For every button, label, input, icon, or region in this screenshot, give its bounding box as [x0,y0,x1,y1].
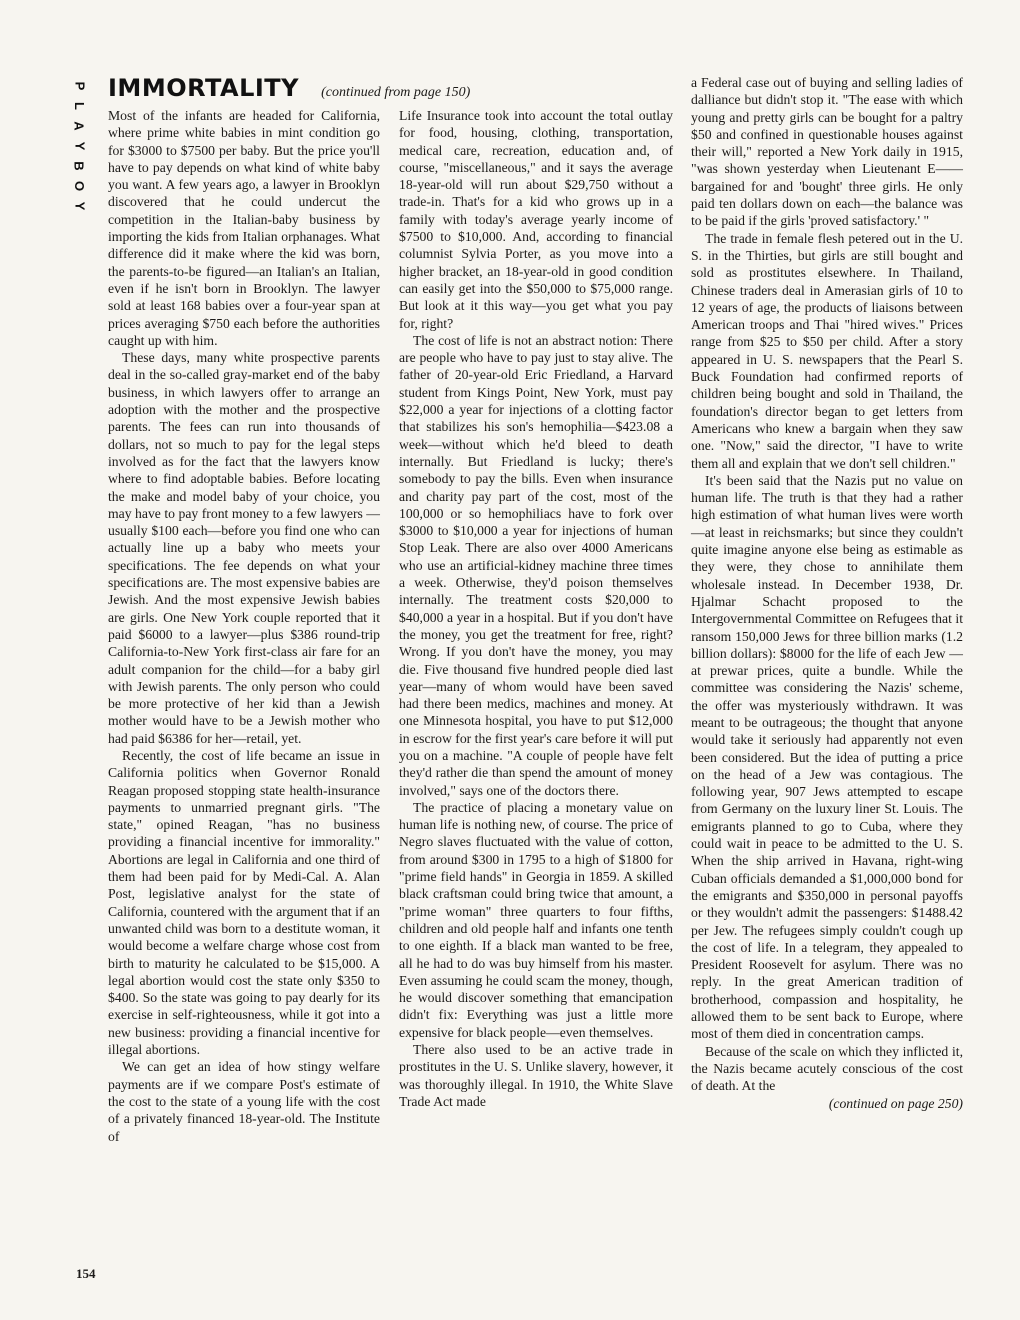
paragraph: Life Insurance took into account the total outlay for food, housing, clothing, transportation, medical care, recreation, education and, of course, "miscellaneous," and it says the average 18-year-old will run about $29,750 without a trade-in. That's for a kid who grows up in a family with today's average yearly income of $7500 to $10,000. And, according to financial columnist Sylvia Porter, as you move into a higher bracket, an 18-year-old in good condition can easily get into the $50,000 to $75,000 range. But look at it this way—you get what you pay for, right? [399,108,673,331]
text-column-3 [691,74,963,1112]
paragraph: The trade in female flesh petered out in the U. S. in the Thirties, but girls are still bought and sold as prostitutes elsewhere. In Thailand, Chinese traders deal in Amerasian girls of 10 to 12 years of age, the products of liaisons between American troops and Thai "hired wives." Prices range from $25 to $50 per child. After a story appeared in U. S. newspapers that the Pearl S. Buck Foundation had confirmed reports of children being bought and sold in Thailand, the foundation's director began to get letters from Americans who knew a bargain when they saw one. "Now," said the director, "I have to write them all and explain that we don't sell children." [691,230,963,471]
paragraph: It's been said that the Nazis put no value on human life. The truth is that they had a rather high estimation of what human lives were worth—at least in reichsmarks; but since they couldn't quite imagine anyone else being as estimable as they were, they chose to annihilate them wholesale instead. In December 1938, Dr. Hjalmar Schacht proposed to the Intergovernmental Committee on Refugees that it ransom 150,000 Jews for three billion marks (1.2 billion dollars): $8000 for the life of each Jew —at prewar prices, quite a bundle. While the committee was considering the Nazis' scheme, the offer was mysteriously withdrawn. It was meant to be outrageous; the thought that anyone would take it seriously had apparently not even been considered. But the idea of putting a price on the head of a Jew was contagious. The following year, 907 Jews attempted to escape from Germany on the luxury liner St. Louis. The emigrants planned to go to Cuba, where they could wait in peace to be admitted to the U. S. When the ship arrived in Havana, right-wing Cuban officials demanded a $1,000,000 bond for the emigrants and $350,000 in personal payoffs or they wouldn't admit the passengers: $1488.42 per Jew. The refugees simply couldn't cough up the cost of life. In a telegram, they appealed to President Roosevelt for asylum. There was no reply. In the great American tradition of brotherhood, compassion and hospitality, he allowed them to be sent back to Europe, where most of them died in concentration camps. [691,472,963,1042]
magazine-spine-label [72,76,88,216]
paragraph: Recently, the cost of life became an issue in California politics when Governor Ronald Reagan proposed stopping state health-insurance payments to unmarried pregnant girls. "The state," opined Reagan, "has no business providing a financial incentive for immorality." Abortions are legal in California and one third of them had been paid for by Medi-Cal. A. Alan Post, legislative analyst for the state of California, countered with the argument that if an unwanted child was born to a destitute woman, it would become a welfare charge whose cost from birth to maturity he calculated to be $15,000. A legal abortion would cost the state only $350 to $400. So the state was going to pay dearly for its exercise in self-righteousness, while it got into a new business: providing a financial incentive for illegal abortions. [108,747,380,1058]
paragraph: We can get an idea of how stingy welfare payments are if we compare Post's estimate of the cost to the state of a young life with the cost of a privately financed 18-year-old. The Institute of [108,1059,380,1144]
spine-letter: O [72,180,88,192]
spine-letter: Y [72,141,88,151]
text-column-2 [399,107,673,1110]
paragraph: a Federal case out of buying and selling ladies of dalliance but didn't stop it. "The ease with which young and pretty girls can be bought for a paltry $50 and confined in questionable houses against their will," reported a New York daily in 1915, "was shown yesterday when Lieutenant E—— bargained for and 'bought' three girls. He only paid ten dollars down on each—the balance was to be paid if the girls 'proved satisfactory.' " [691,75,963,229]
paragraph: Because of the scale on which they inflicted it, the Nazis became acutely conscious of the cost of death. At the [691,1043,963,1094]
page-number: 154 [76,1266,96,1281]
continued-from-note: (continued from page 150) [321,85,471,100]
spine-letter: P [72,81,88,91]
paragraph: The practice of placing a monetary value on human life is nothing new, of course. The price of Negro slaves fluctuated with the value of cotton, from around $300 in 1795 to a high of $1800 for "prime field hands" in Georgia in 1859. A skilled black craftsman could bring twice that amount, a "prime woman" three quarters to four fifths, children and old people half and infants one tenth to one eighth. If a black man wanted to be free, all he had to do was buy himself from his master. Even assuming he could scam the money, though, he would discover something that emancipation didn't fix: Everything was just a little more expensive for black people—even themselves. [399,799,673,1040]
article-header [108,74,678,102]
paragraph: Most of the infants are headed for California, where prime white babies in mint condition go for $3000 to $7500 per baby. But the price you'll have to pay depends on what kind of white baby you want. A few years ago, a lawyer in Brooklyn discovered that he could undercut the competition in the Italian-baby business by importing the kids from Italian orphanages. What difference did it make where the kid was born, the parents-to-be figured—an Italian's an Italian, even if he isn't born in Brooklyn. The lawyer sold at least 168 babies over a four-year span at prices averaging $750 each before the authorities caught up with him. [108,108,380,348]
paragraph: These days, many white prospective parents deal in the so-called gray-market end of the baby business, in which lawyers offer to arrange an adoption with the mother and the prospective parents. The fees can run into thousands of dollars, not so much to pay for the legal steps involved as for the fact that the lawyers know where to find adoptable babies. Before locating the make and model baby of your choice, you may have to pay front money to a few lawyers —usually $100 each—before you find one who can actually line up a baby who meets your specifications. The fee depends on what your specifications are. The most expensive babies are Jewish. And the most expensive Jewish babies are girls. One New York couple reported that it paid $6000 to a lawyer—plus $386 round-trip California-to-New York first-class air fare for an adult companion for the child—for a baby girl with Jewish parents. The only person who could be more protective of her kid than a Jewish mother would have to be a Jewish mother who had paid $6386 for her—retail, yet. [108,350,380,746]
article-kicker: IMMORTALITY [108,74,300,102]
paragraph: There also used to be an active trade in prostitutes in the U. S. Unlike slavery, however, it was thoroughly illegal. In 1910, the White Slave Trade Act made [399,1042,673,1109]
spine-letter: A [72,121,88,131]
continued-on-note: (continued on page 250) [828,1095,963,1111]
paragraph: The cost of life is not an abstract notion: There are people who have to pay just to stay alive. The father of 20-year-old Eric Friedland, a Harvard student from Kings Point, New York, must pay $22,000 a year for injections of a clotting factor that stabilizes his son's hemophilia—$423.08 a week—without which he'd bleed to death internally. But Friedland is lucky; there's somebody to pay the bills. Even when insurance and charity pay part of the cost, most of the 100,000 or so hemophiliacs have to fork over $3000 to $10,000 a year for injections of human Stop Leak. There are also over 4000 Americans who use an artificial-kidney machine three times a week. Otherwise, they'd poison themselves internally. The treatment costs $20,000 to $40,000 a year in a hospital. But if you don't have the money, you get the treatment for free, right? Wrong. If you don't have the money, you may die. Five thousand five hundred people died last year—many of whom would have been saved had there been medics, machines and money. At one Minnesota hospital, you have to put $12,000 in escrow for the first year's care before it will put you on a machine. "A couple of people have felt they'd rather die than spend the amount of money involved," says one of the doctors there. [399,332,673,798]
spine-letter: B [72,161,88,171]
spine-letter: Y [72,201,88,211]
spine-letter: L [72,102,88,110]
text-column-1 [108,107,380,1145]
